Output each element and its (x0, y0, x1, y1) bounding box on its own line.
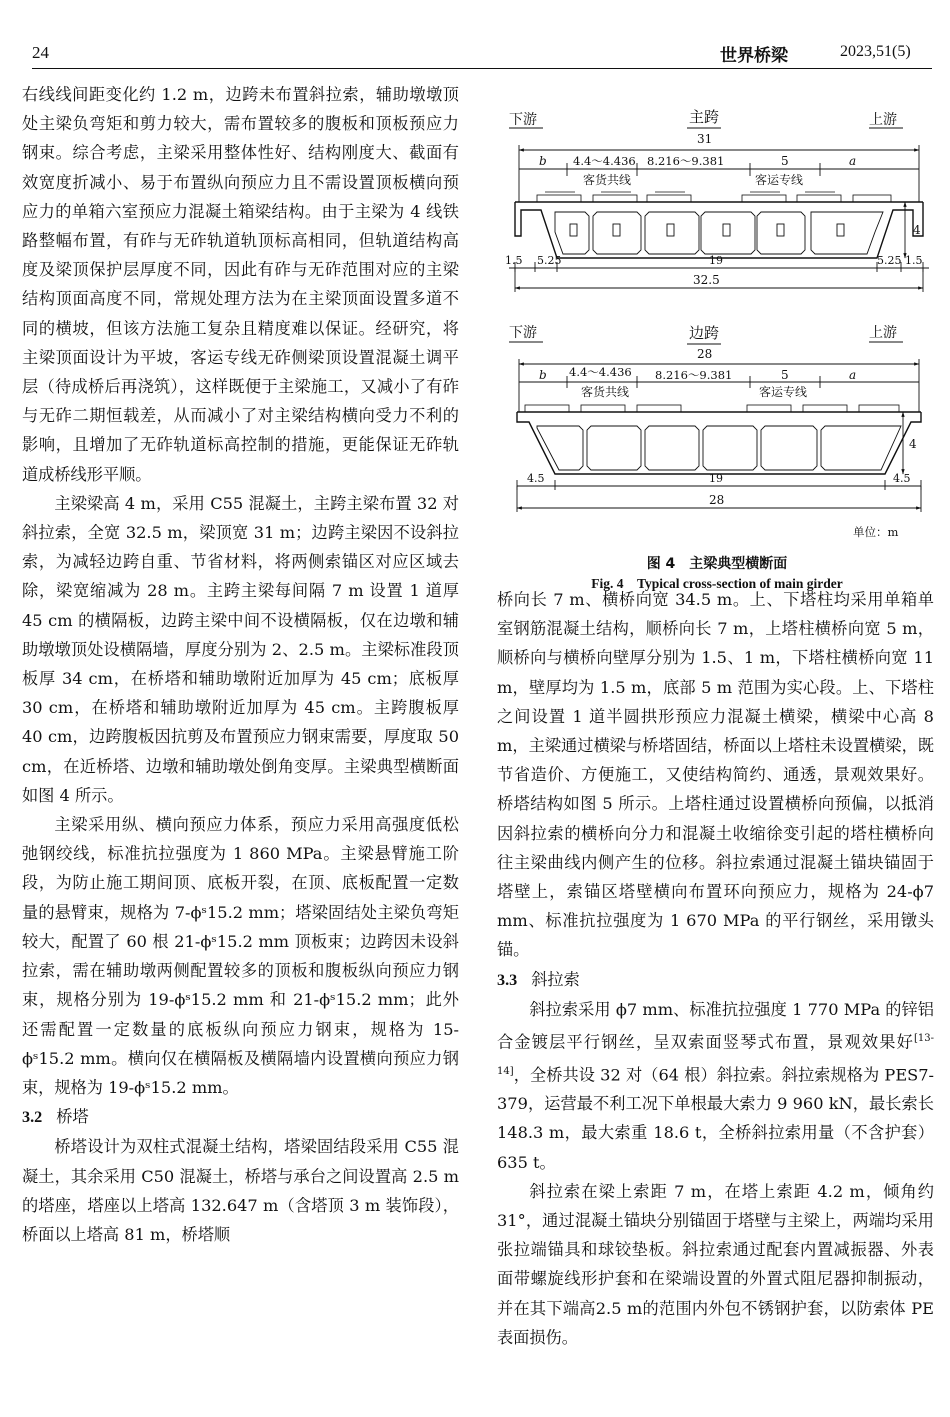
side-girder-cells (537, 426, 901, 470)
paragraph: 桥向长 7 m、横桥向宽 34.5 m。上、下塔柱均采用单箱单室钢筋混凝土结构，顺桥向长 7 m，上塔柱横桥向宽 5 m，顺桥向与横桥向壁厚分别为 1.5、1 m，下塔柱横桥向宽 11 m，壁厚均为 1.5 m，底部 5 m 范围为实心段。上、下塔柱之间设置 1 道半圆拱形预应力混凝土横梁，横梁中心高 8 m，主梁通过横梁与桥塔固结，桥面以上塔柱未设置横梁，既节省造价、方便施工，又使结构简约、通透，景观效果好。桥塔结构如图 5 所示。上塔柱通过设置横桥向预偏，以抵消因斜拉索的横桥向分力和混凝土收缩徐变引起的塔柱横桥向往主梁曲线内侧产生的位移。斜拉索通过混凝土锚块锚固于塔壁上，索锚区塔壁横向布置环向预应力，规格为 24-ϕ7 mm、标准抗拉强度为 1 670 MPa 的平行钢丝，采用镦头锚。 (497, 590, 934, 960)
main-total-width: 32.5 (693, 273, 720, 287)
side-bottom-dim: 19 (709, 472, 723, 485)
paragraph-part: ，全桥共设 32 对（64 根）斜拉索。斜拉索规格为 PES7-379，运营最不利工况下单根最大索力 9 960 kN，最长索长 148.3 m，最大索重 18.6 t，全桥斜拉索用量（不含护套）635 t。 (497, 1065, 934, 1172)
paragraph: 斜拉索在梁上索距 7 m，在塔上索距 4.2 m，倾角约 31°，通过混凝土锚块分别锚固于塔壁与主梁上，两端均采用张拉端锚具和球铰垫板。斜拉索通过配套内置减振器、外表面带螺旋线形护套和在梁端设置的外置式阻尼器抑制振动，并在其下端高2.5 m的范围内外包不锈钢护套，以防索体 PE 表面损伤。 (497, 1181, 934, 1347)
side-seg-a: a (849, 368, 857, 382)
citation-ref[interactable]: [13-14] (497, 1033, 934, 1077)
left-column (22, 80, 459, 1249)
paragraph: 主梁采用纵、横向预应力体系，预应力采用高强度低松弛钢绞线，标准抗拉强度为 1 860 MPa。主梁悬臂施工阶段，为防止施工期间顶、底板开裂，在顶、底板配置一定数量的悬臂束，规格为 7-ϕˢ15.2 mm；塔梁固结处主梁负弯矩较大，配置了 60 根 21-ϕˢ15.2 mm 顶板束；边跨因未设斜拉索，需在辅助墩两侧配置较多的顶板和腹板纵向预应力钢束，规格分别为 19-ϕˢ15.2 mm 和 21-ϕˢ15.2 mm；此外还需配置一定数量的底板纵向预应力钢束，规格为 15-ϕˢ15.2 mm。横向仅在横隔板及横隔墙内设置横向预应力钢束，规格为 19-ϕˢ15.2 mm。 (22, 815, 459, 1097)
side-seg-3: 5 (781, 368, 789, 382)
figure-4-cross-section (497, 92, 937, 552)
main-seg-a: a (849, 154, 857, 168)
section-title: 桥塔 (56, 1107, 89, 1127)
main-seg-b: b (539, 154, 547, 168)
side-upstream-label: 上游 (869, 325, 897, 341)
section-title: 斜拉索 (531, 969, 580, 989)
figure-caption-en: Fig. 4 Typical cross-section of main girder (591, 576, 843, 591)
main-deck-tracks (537, 192, 891, 202)
side-line-freight: 客货共线 (581, 385, 630, 399)
side-bottom-dim: 4.5 (527, 472, 545, 485)
journal-issue: 2023,51(5) (840, 43, 911, 60)
main-seg-1: 4.4～4.436 (573, 154, 636, 168)
side-seg-b: b (539, 368, 547, 382)
main-height: 4 (913, 223, 921, 237)
journal-title: 世界桥梁 (720, 46, 788, 66)
section-number: 3.2 (22, 1108, 43, 1127)
main-bottom-dim: 5.25 (537, 254, 562, 267)
page-number: 24 (32, 43, 49, 62)
main-upstream-label: 上游 (869, 112, 897, 128)
side-seg-1: 4.4～4.436 (569, 365, 632, 379)
main-span-title: 主跨 (689, 108, 720, 126)
main-bottom-dim: 19 (709, 254, 723, 267)
main-girder-outline (515, 202, 923, 258)
figure-caption-zh: 图 4 主梁典型横断面 (646, 556, 788, 572)
right-column (497, 585, 934, 1352)
side-height: 4 (909, 437, 917, 451)
side-top-width: 28 (697, 347, 713, 361)
side-downstream-label: 下游 (509, 325, 537, 341)
paragraph-part: 斜拉索采用 ϕ7 mm、标准抗拉强度 1 770 MPa 的锌铝合金镀层平行钢丝，呈双索面竖琴式布置，景观效果好 (497, 999, 934, 1052)
main-bottom-dim: 1.5 (505, 254, 523, 267)
side-deck-tracks (525, 405, 899, 412)
header-rule (32, 68, 932, 69)
side-total-width: 28 (709, 493, 725, 507)
main-seg-2: 8.216～9.381 (647, 154, 725, 168)
section-heading-3-2 (22, 1102, 459, 1132)
main-downstream-label: 下游 (509, 112, 537, 128)
paragraph: 主梁梁高 4 m，采用 C55 混凝土，主跨主梁布置 32 对斜拉索，全宽 32.5 m，梁顶宽 31 m；边跨主梁因不设斜拉索，为减轻边跨自重、节省材料，将两侧索锚区对应区域去除，梁宽缩减为 28 m。主跨主梁每间隔 7 m 设置 1 道厚 45 cm 的横隔板，边跨主梁中间不设横隔板，仅在边墩和辅助墩墩顶处设横隔墙，厚度分别为 2、2.5 m。主梁标准段顶板厚 34 cm，在桥塔和辅助墩附近加厚为 45 cm；底板厚 30 cm，在桥塔和辅助墩附近加厚为 45 cm。主跨腹板厚 40 cm，边跨腹板因抗剪及布置预应力钢束需要，厚度取 50 cm，在近桥塔、边墩和辅助墩处倒角变厚。主梁典型横断面如图 4 所示。 (22, 493, 459, 805)
paragraph: 右线线间距变化约 1.2 m，边跨未布置斜拉索，辅助墩墩顶处主梁负弯矩和剪力较大，需布置较多的腹板和顶板预应力钢束。综合考虑，主梁采用整体性好、结构刚度大、截面有效宽度折减小、易于布置纵向预应力且不需设置顶板横向预应力的单箱六室预应力混凝土箱梁结构。由于主梁为 4 线铁路整幅布置，有砟与无砟轨道轨顶标高相同，但轨道结构高度及梁顶保护层厚度不同，因此有砟与无砟范围对应的主梁结构顶面高度不同，常规处理方法为在主梁顶面设置多道不同的横坡，但该方法施工复杂且精度难以保证。经研究，将主梁顶面设计为平坡，客运专线无砟侧梁顶设置混凝土调平层（待成桥后再浇筑），这样既便于主梁施工，又减小了有砟与无砟二期恒载差，从而减小了对主梁结构横向受力不利的影响，且增加了无砟轨道标高控制的措施，更能保证无砟轨道成桥线形平顺。 (22, 85, 459, 484)
main-bottom-dim: 1.5 (905, 254, 923, 267)
side-seg-2: 8.216～9.381 (655, 368, 733, 382)
side-bottom-dim: 4.5 (893, 472, 911, 485)
main-top-width: 31 (697, 132, 713, 146)
side-line-passenger: 客运专线 (759, 385, 808, 399)
paragraph (497, 995, 934, 1177)
unit-label: 单位：m (853, 525, 899, 539)
section-number: 3.3 (497, 970, 518, 989)
paragraph: 桥塔设计为双柱式混凝土结构，塔梁固结段采用 C55 混凝土，其余采用 C50 混凝土，桥塔与承台之间设置高 2.5 m 的塔座，塔座以上塔高 132.647 m（含塔顶 3 m 装饰段），桥面以上塔高 81 m，桥塔顺 (22, 1137, 459, 1244)
section-heading-3-3 (497, 965, 934, 995)
main-girder-cells (555, 212, 883, 254)
side-span-title: 边跨 (689, 324, 720, 342)
main-bottom-dim: 5.25 (877, 254, 902, 267)
side-girder-outline (517, 412, 921, 474)
main-seg-3: 5 (781, 154, 789, 168)
main-line-passenger: 客运专线 (755, 173, 804, 187)
main-line-freight: 客货共线 (583, 173, 632, 187)
